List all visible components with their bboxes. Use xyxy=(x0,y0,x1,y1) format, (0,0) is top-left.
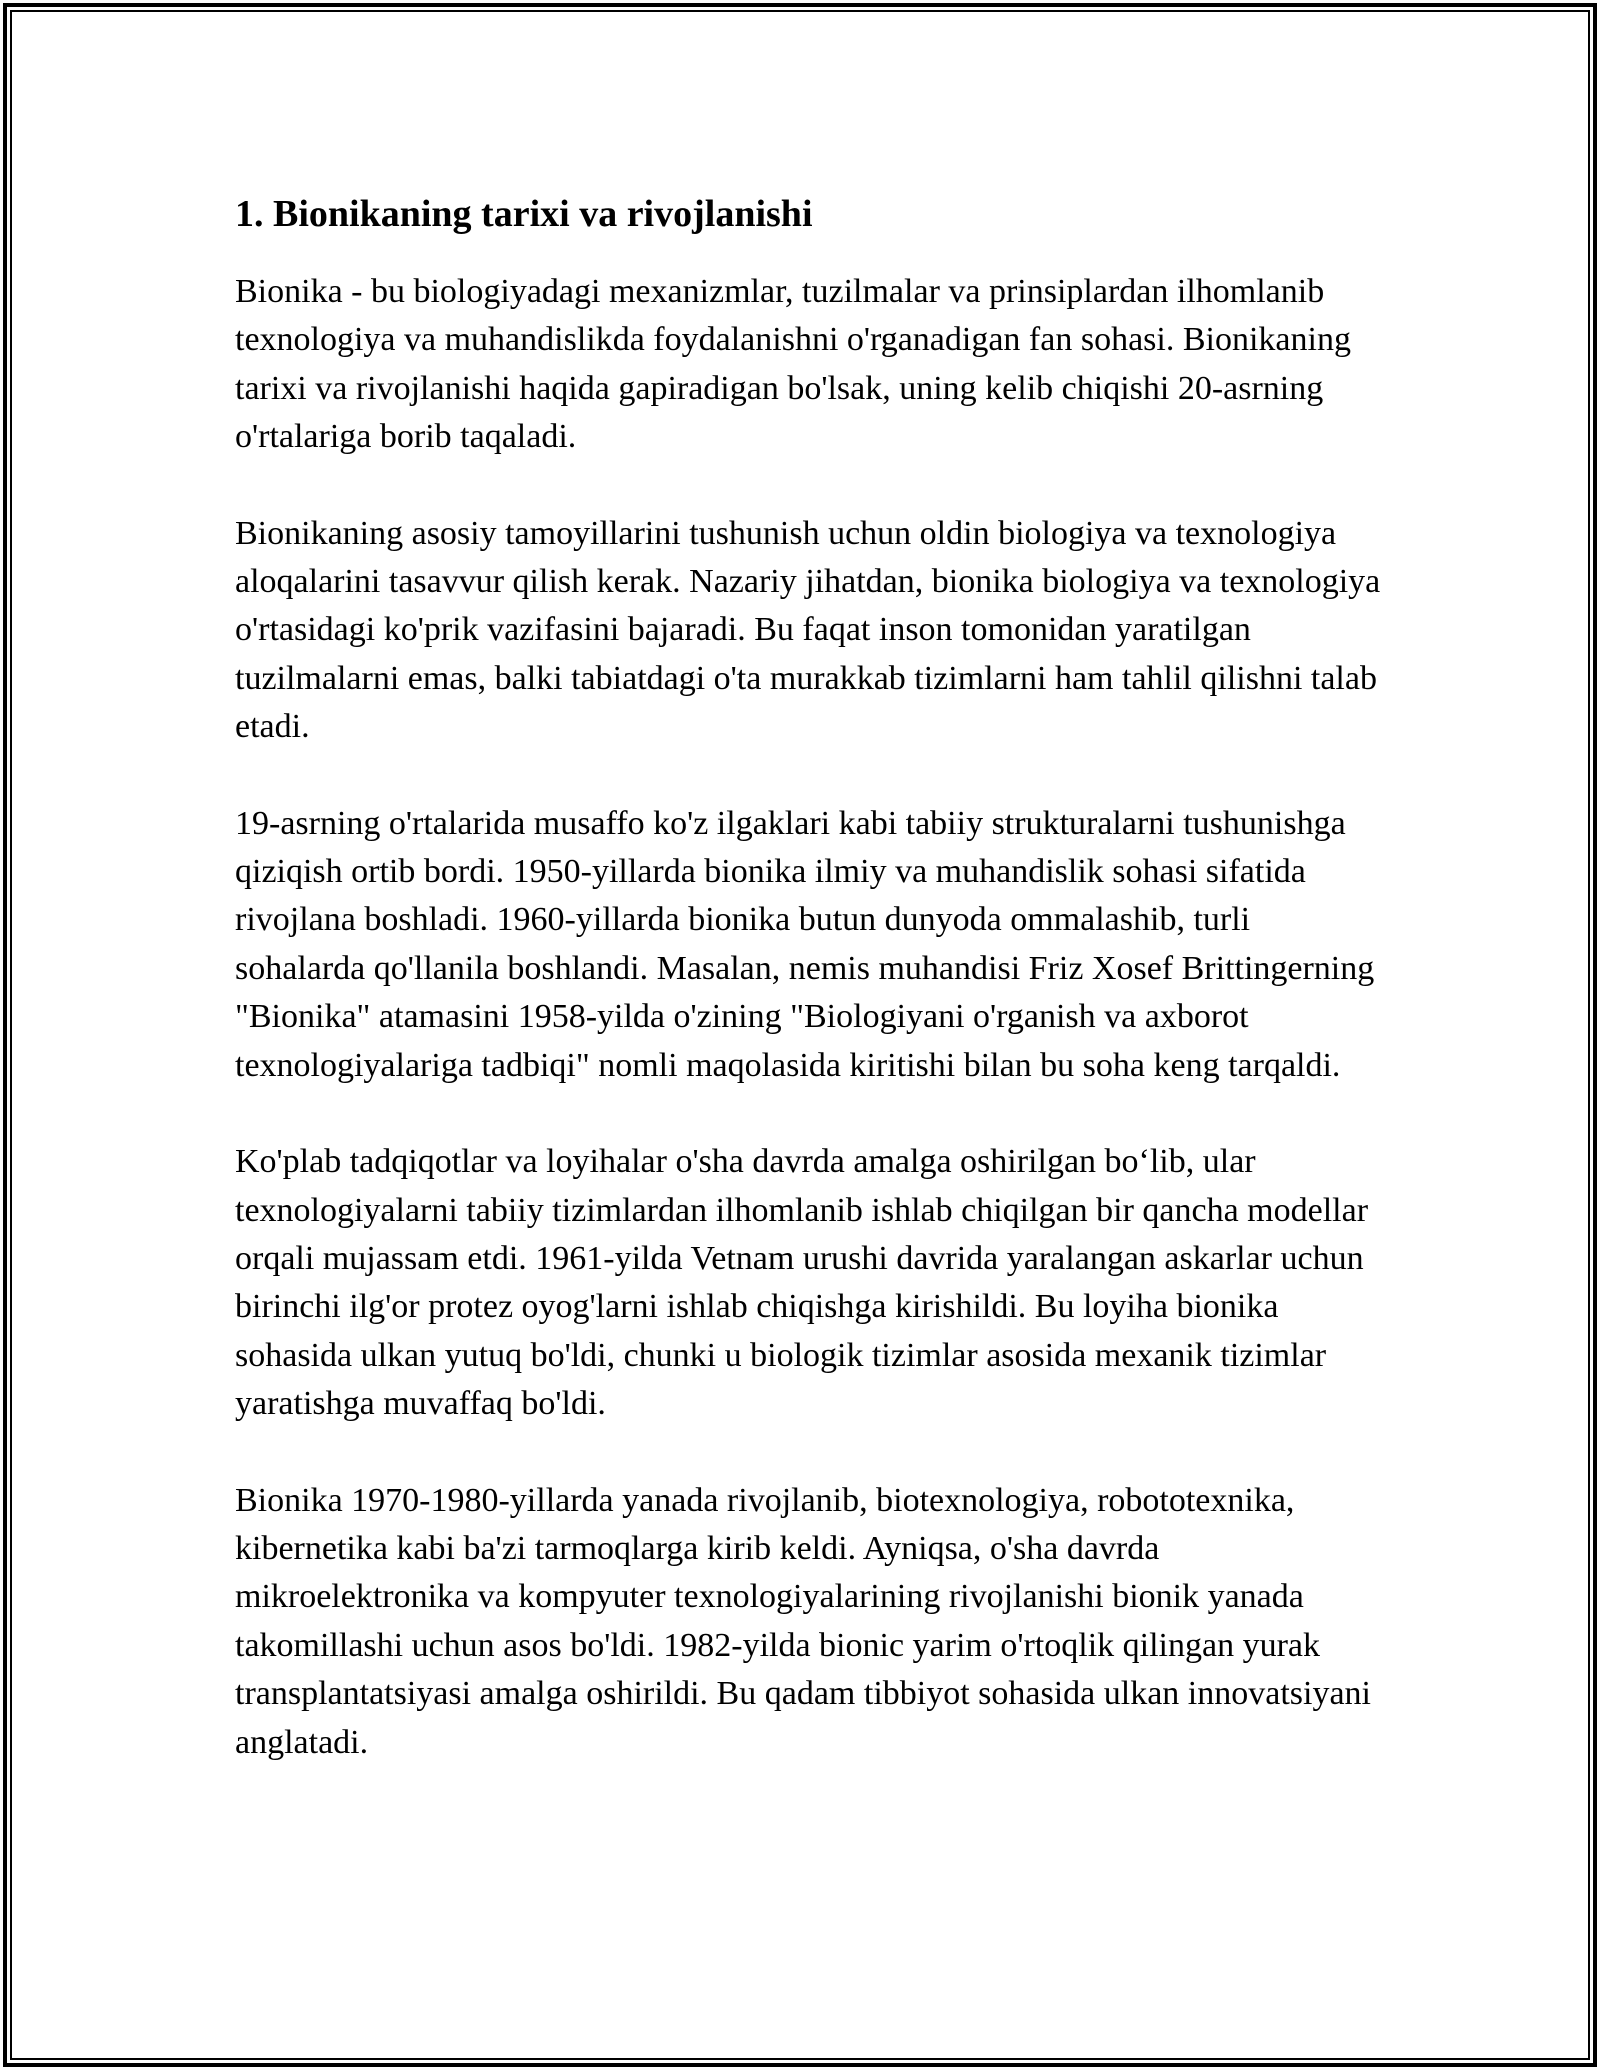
paragraph-5: Bionika 1970-1980-yillarda yanada rivojlanib, biotexnologiya, robototexnika, kibernetika kabi ba'zi tarmoqlarga kirib keldi. Ayniqsa, o'sha davrda mikroelektronika va kompyuter texnologiyalarining rivojlanishi bionik yanada takomillashi uchun asos bo'ldi. 1982-yilda bionic yarim o'rtoqlik qilingan yurak transplantatsiyasi amalga oshirildi. Bu qadam tibbiyot sohasida ulkan innovatsiyani anglatadi. xyxy=(235,1481,1371,1761)
document-body xyxy=(235,186,1385,1815)
section-heading: 1. Bionikaning tarixi va rivojlanishi xyxy=(235,193,813,235)
paragraph-2: Bionikaning asosiy tamoyillarini tushunish uchun oldin biologiya va texnologiya aloqalarini tasavvur qilish kerak. Nazariy jihatdan, bionika biologiya va texnologiya o'rtasidagi ko'prik vazifasini bajaradi. Bu faqat inson tomonidan yaratilgan tuzilmalarni emas, balki tabiatdagi o'ta murakkab tizimlarni ham tahlil qilishni talab etadi. xyxy=(235,514,1381,746)
paragraph-1: Bionika - bu biologiyadagi mexanizmlar, tuzilmalar va prinsiplardan ilhomlanib texnologiya va muhandislikda foydalanishni o'rganadigan fan sohasi. Bionikaning tarixi va rivojlanishi haqida gapiradigan bo'lsak, uning kelib chiqishi 20-asrning o'rtalariga borib taqaladi. xyxy=(235,273,1351,456)
paragraph-3: 19-asrning o'rtalarida musaffo ko'z ilgaklari kabi tabiiy strukturalarni tushunishga qiziqish ortib bordi. 1950-yillarda bionika ilmiy va muhandislik sohasi sifatida rivojlana boshladi. 1960-yillarda bionika butun dunyoda ommalashib, turli sohalarda qo'llanila boshlandi. Masalan, nemis muhandisi Friz Xosef Brittingerning "Bionika" atamasini 1958-yilda o'zining "Biologiyani o'rganish va axborot texnologiyalariga tadbiqi" nomli maqolasida kiritishi bilan bu soha keng tarqaldi. xyxy=(235,804,1375,1084)
paragraph-4: Ko'plab tadqiqotlar va loyihalar o'sha davrda amalga oshirilgan bo‘lib, ular texnologiyalarni tabiiy tizimlardan ilhomlanib ishlab chiqilgan bir qancha modellar orqali mujassam etdi. 1961-yilda Vetnam urushi davrida yaralangan askarlar uchun birinchi ilg'or protez oyog'larni ishlab chiqishga kirishildi. Bu loyiha bionika sohasida ulkan yutuq bo'ldi, chunki u biologik tizimlar asosida mexanik tizimlar yaratishga muvaffaq bo'ldi. xyxy=(235,1143,1369,1423)
